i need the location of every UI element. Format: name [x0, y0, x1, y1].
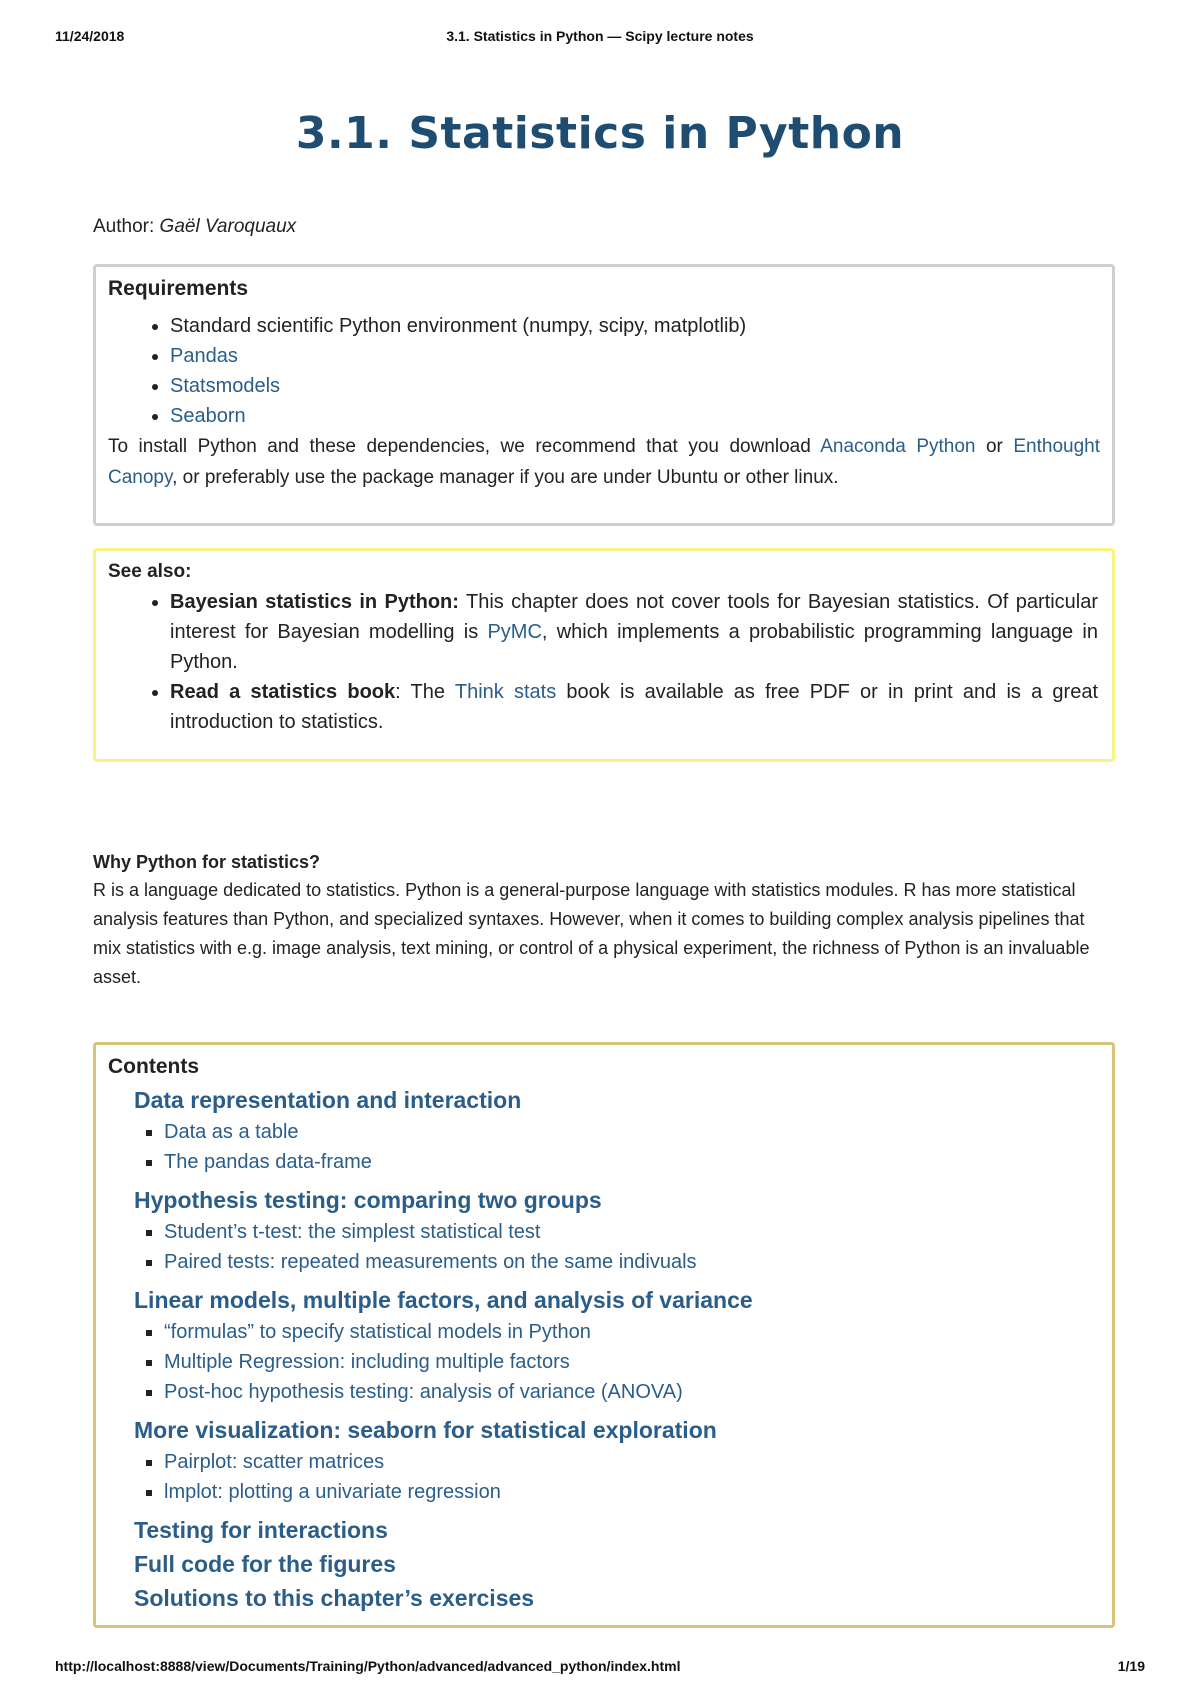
toc-subitem: [164, 1377, 1100, 1407]
print-url: http://localhost:8888/view/Documents/Training/Python/advanced/advanced_python/index.html: [55, 1658, 681, 1674]
toc-subitem: [164, 1217, 1100, 1247]
why-python-title: Why Python for statistics?: [93, 852, 321, 872]
toc-section-link[interactable]: Testing for interactions: [134, 1517, 388, 1543]
toc-sub-link[interactable]: Student’s t-test: the simplest statistical test: [164, 1221, 541, 1243]
pymc-link[interactable]: PyMC: [487, 621, 542, 643]
toc-sublist: [134, 1447, 1100, 1507]
toc-sub-link[interactable]: “formulas” to specify statistical models in Python: [164, 1321, 591, 1343]
see-also-list: [108, 587, 1100, 737]
print-header: [55, 28, 1145, 48]
toc-section-link[interactable]: Linear models, multiple factors, and analysis of variance: [134, 1287, 753, 1313]
toc-subitem: [164, 1247, 1100, 1277]
toc-section: [134, 1581, 1100, 1615]
why-python-text: R is a language dedicated to statistics. Python is a general-purpose language with statistics modules. R has more statistical analysis features than Python, and specialized syntaxes. However, when it comes to building complex analysis pipelines that mix statistics with e.g. image analysis, text mining, or control of a physical experiment, the richness of Python is an invaluable asset.: [93, 880, 1090, 987]
toc-sub-link[interactable]: The pandas data-frame: [164, 1151, 372, 1173]
print-title: 3.1. Statistics in Python — Scipy lecture notes: [446, 28, 754, 44]
page-title: 3.1. Statistics in Python: [295, 108, 905, 159]
requirement-item: [170, 371, 1100, 401]
toc-section-link[interactable]: Solutions to this chapter’s exercises: [134, 1585, 535, 1611]
author-line: [93, 216, 296, 238]
think-stats-link[interactable]: Think stats: [454, 681, 557, 703]
print-date: 11/24/2018: [55, 28, 125, 44]
toc-sub-link[interactable]: Paired tests: repeated measurements on the same indivuals: [164, 1251, 697, 1273]
toc-sub-link[interactable]: Post-hoc hypothesis testing: analysis of variance (ANOVA): [164, 1381, 683, 1403]
toc-sub-link[interactable]: Pairplot: scatter matrices: [164, 1451, 385, 1473]
requirement-text: Standard scientific Python environment (numpy, scipy, matplotlib): [170, 315, 747, 337]
contents-title: Contents: [108, 1055, 199, 1078]
requirement-item: [170, 341, 1100, 371]
toc-section: [134, 1183, 1100, 1277]
install-post-text: , or preferably use the package manager if you are under Ubuntu or other linux.: [172, 467, 839, 488]
toc-section-link[interactable]: Data representation and interaction: [134, 1087, 522, 1113]
author-label: Author:: [93, 216, 155, 237]
toc-sub-link[interactable]: lmplot: plotting a univariate regression: [164, 1481, 501, 1503]
toc-section: [134, 1547, 1100, 1581]
see-also-text: book is available as free PDF or in print and is a great introduction to statistics.: [170, 681, 1099, 733]
toc-subitem: [164, 1117, 1100, 1147]
anaconda-link[interactable]: Anaconda Python: [820, 436, 976, 457]
toc-section: [134, 1413, 1100, 1507]
see-also-item: [170, 587, 1100, 677]
toc-subitem: [164, 1347, 1100, 1377]
requirements-list: [108, 311, 1100, 431]
toc-section: [134, 1083, 1100, 1177]
toc-section-link[interactable]: More visualization: seaborn for statistical exploration: [134, 1417, 717, 1443]
install-or-text: or: [975, 436, 1014, 457]
print-footer: [55, 1658, 1145, 1678]
seaborn-link[interactable]: Seaborn: [170, 405, 246, 427]
toc-subitem: [164, 1317, 1100, 1347]
requirement-item: [170, 311, 1100, 341]
requirements-box: [93, 264, 1115, 526]
toc-subitem: [164, 1447, 1100, 1477]
see-also-text: : The: [395, 681, 455, 703]
requirements-title: Requirements: [108, 277, 249, 300]
see-also-title: See also:: [108, 561, 192, 582]
see-also-text: This chapter does not cover tools for Bayesian statistics. Of particular interest for Bayesian modelling is: [170, 591, 1098, 643]
toc-section-link[interactable]: Full code for the figures: [134, 1551, 396, 1577]
toc-sublist: [134, 1117, 1100, 1177]
toc-section-link[interactable]: Hypothesis testing: comparing two groups: [134, 1187, 602, 1213]
install-text: To install Python and these dependencies, we recommend that you download: [108, 436, 821, 457]
statsmodels-link[interactable]: Statsmodels: [170, 375, 281, 397]
author-name: Gaël Varoquaux: [159, 216, 297, 237]
toc-section: [134, 1283, 1100, 1407]
see-also-text: , which implements a probabilistic programming language in Python.: [170, 621, 1098, 673]
contents-list: [108, 1083, 1100, 1615]
canopy-link[interactable]: Enthought Canopy: [108, 436, 1101, 488]
see-also-item-heading: Bayesian statistics in Python:: [170, 591, 459, 613]
requirement-item: [170, 401, 1100, 431]
toc-sublist: [134, 1317, 1100, 1407]
toc-subitem: [164, 1477, 1100, 1507]
why-python-section: [93, 848, 1115, 992]
see-also-item: [170, 677, 1100, 737]
see-also-box: [93, 548, 1115, 762]
page-number: 1/19: [1117, 1658, 1145, 1674]
toc-sub-link[interactable]: Data as a table: [164, 1121, 299, 1143]
pandas-link[interactable]: Pandas: [170, 345, 238, 367]
toc-section: [134, 1513, 1100, 1547]
toc-subitem: [164, 1147, 1100, 1177]
toc-sub-link[interactable]: Multiple Regression: including multiple factors: [164, 1351, 570, 1373]
install-paragraph: [108, 431, 1100, 493]
toc-sublist: [134, 1217, 1100, 1277]
contents-box: [93, 1042, 1115, 1628]
see-also-item-heading: Read a statistics book: [170, 681, 396, 703]
